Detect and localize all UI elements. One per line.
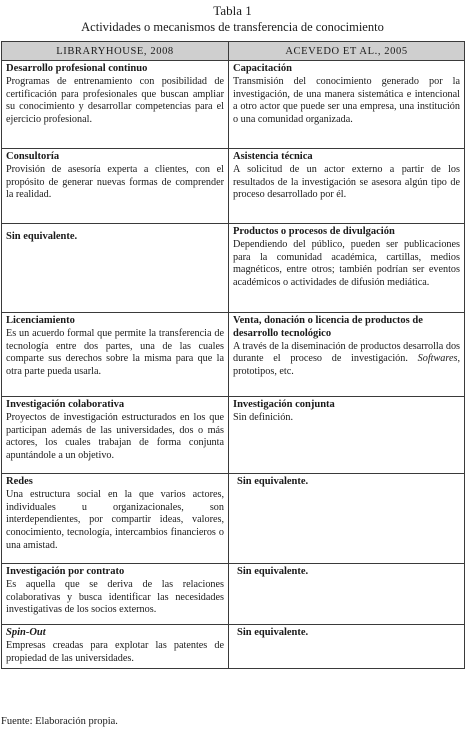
cell-description: Proyectos de investigación estructurados en los que participan además de las universidades, dos o más actores, los cuales trabajan de forma conjunta apuntándole a un objetivo. <box>6 411 224 462</box>
cell-left <box>2 474 229 564</box>
transfer-mechanisms-table <box>1 41 465 669</box>
description-text: , prototipos, etc. <box>233 353 460 378</box>
cell-left <box>2 149 229 224</box>
cell-description: Una estructura social en la que varios actores, individuales u organizacionales, son interdependientes, por compartir ideas, valores, conocimiento, tecnología, intercambios financieros o una amistad. <box>6 488 224 551</box>
cell-title: Investigación conjunta <box>233 399 335 410</box>
cell-description: Empresas creadas para explotar las patentes de propiedad de las universidades. <box>6 639 224 664</box>
cell-title: Productos o procesos de divulgación <box>233 226 395 237</box>
cell-right <box>229 224 465 313</box>
cell-title: Sin equivalente. <box>237 476 309 487</box>
cell-right <box>229 397 465 474</box>
cell-right <box>229 313 465 397</box>
cell-right <box>229 625 465 669</box>
cell-title: Venta, donación o licencia de productos de desarrollo tecnológico <box>233 315 423 339</box>
table-subtitle: Actividades o mecanismos de transferencia de conocimiento <box>81 20 384 34</box>
table-title: Tabla 1 <box>213 3 252 18</box>
cell-title: Licenciamiento <box>6 315 75 326</box>
table-row <box>2 61 465 149</box>
cell-title: Asistencia técnica <box>233 151 313 162</box>
table-header-row <box>2 42 465 61</box>
cell-title: Sin equivalente. <box>237 627 309 638</box>
cell-description: Es un acuerdo formal que permite la transferencia de tecnología entre dos partes, una de las cuales comparte sus derechos sobre la misma para que la otra parte pueda usarla. <box>6 327 224 378</box>
table-row <box>2 149 465 224</box>
cell-title: Sin equivalente. <box>6 231 78 242</box>
table-row <box>2 474 465 564</box>
table-row <box>2 397 465 474</box>
cell-title: Consultoría <box>6 151 60 162</box>
cell-title: Investigación colaborativa <box>6 399 125 410</box>
table-row <box>2 313 465 397</box>
cell-right <box>229 474 465 564</box>
table-row <box>2 564 465 625</box>
cell-left <box>2 313 229 397</box>
cell-title: Spin-Out <box>6 627 46 638</box>
cell-right <box>229 61 465 149</box>
table-source-note: Fuente: Elaboración propia. <box>1 716 118 727</box>
cell-left <box>2 564 229 625</box>
cell-title: Capacitación <box>233 63 292 74</box>
cell-left <box>2 224 229 313</box>
column-header-libraryhouse: LIBRARYHOUSE, 2008 <box>2 42 229 61</box>
cell-description: Transmisión del conocimiento generado por la investigación, de una manera sistemática e intencional a otro actor que puede ser una empresa, una institución o una comunidad organizada. <box>233 75 460 126</box>
cell-title: Investigación por contrato <box>6 566 125 577</box>
cell-title: Redes <box>6 476 33 487</box>
cell-left <box>2 397 229 474</box>
cell-title: Sin equivalente. <box>237 566 309 577</box>
cell-description: A solicitud de un actor externo a partir de los resultados de la investigación se asesora algún tipo de proceso desarrollado por él. <box>233 163 460 201</box>
cell-description: Sin definición. <box>233 411 293 423</box>
cell-description: Es aquella que se deriva de las relaciones colaborativas y busca identificar las necesidades investigativas de los socios externos. <box>6 578 224 616</box>
cell-description: Dependiendo del público, pueden ser publicaciones para la comunidad académica, cartillas, medios magnéticos, entre otros; también podrían ser eventos académicos o actividades de difusión mediática. <box>233 238 460 289</box>
table-row <box>2 224 465 313</box>
cell-title: Desarrollo profesional continuo <box>6 63 148 74</box>
description-text: A través de la diseminación de productos desarrolla dos durante el proceso de investigación. <box>233 340 460 365</box>
table-row <box>2 625 465 669</box>
cell-left <box>2 625 229 669</box>
column-header-acevedo: ACEVEDO ET AL., 2005 <box>229 42 465 61</box>
cell-description: Provisión de asesoría experta a clientes, con el propósito de generar nuevas formas de comprender la realidad. <box>6 163 224 201</box>
description-italic-text: Softwares <box>417 353 458 365</box>
cell-description: Programas de entrenamiento con posibilidad de certificación para profesionales que buscan ampliar su conocimiento y desarrollar competencias para el ejercicio profesional. <box>6 75 224 126</box>
cell-right <box>229 564 465 625</box>
cell-description <box>233 341 460 379</box>
cell-right <box>229 149 465 224</box>
cell-left <box>2 61 229 149</box>
